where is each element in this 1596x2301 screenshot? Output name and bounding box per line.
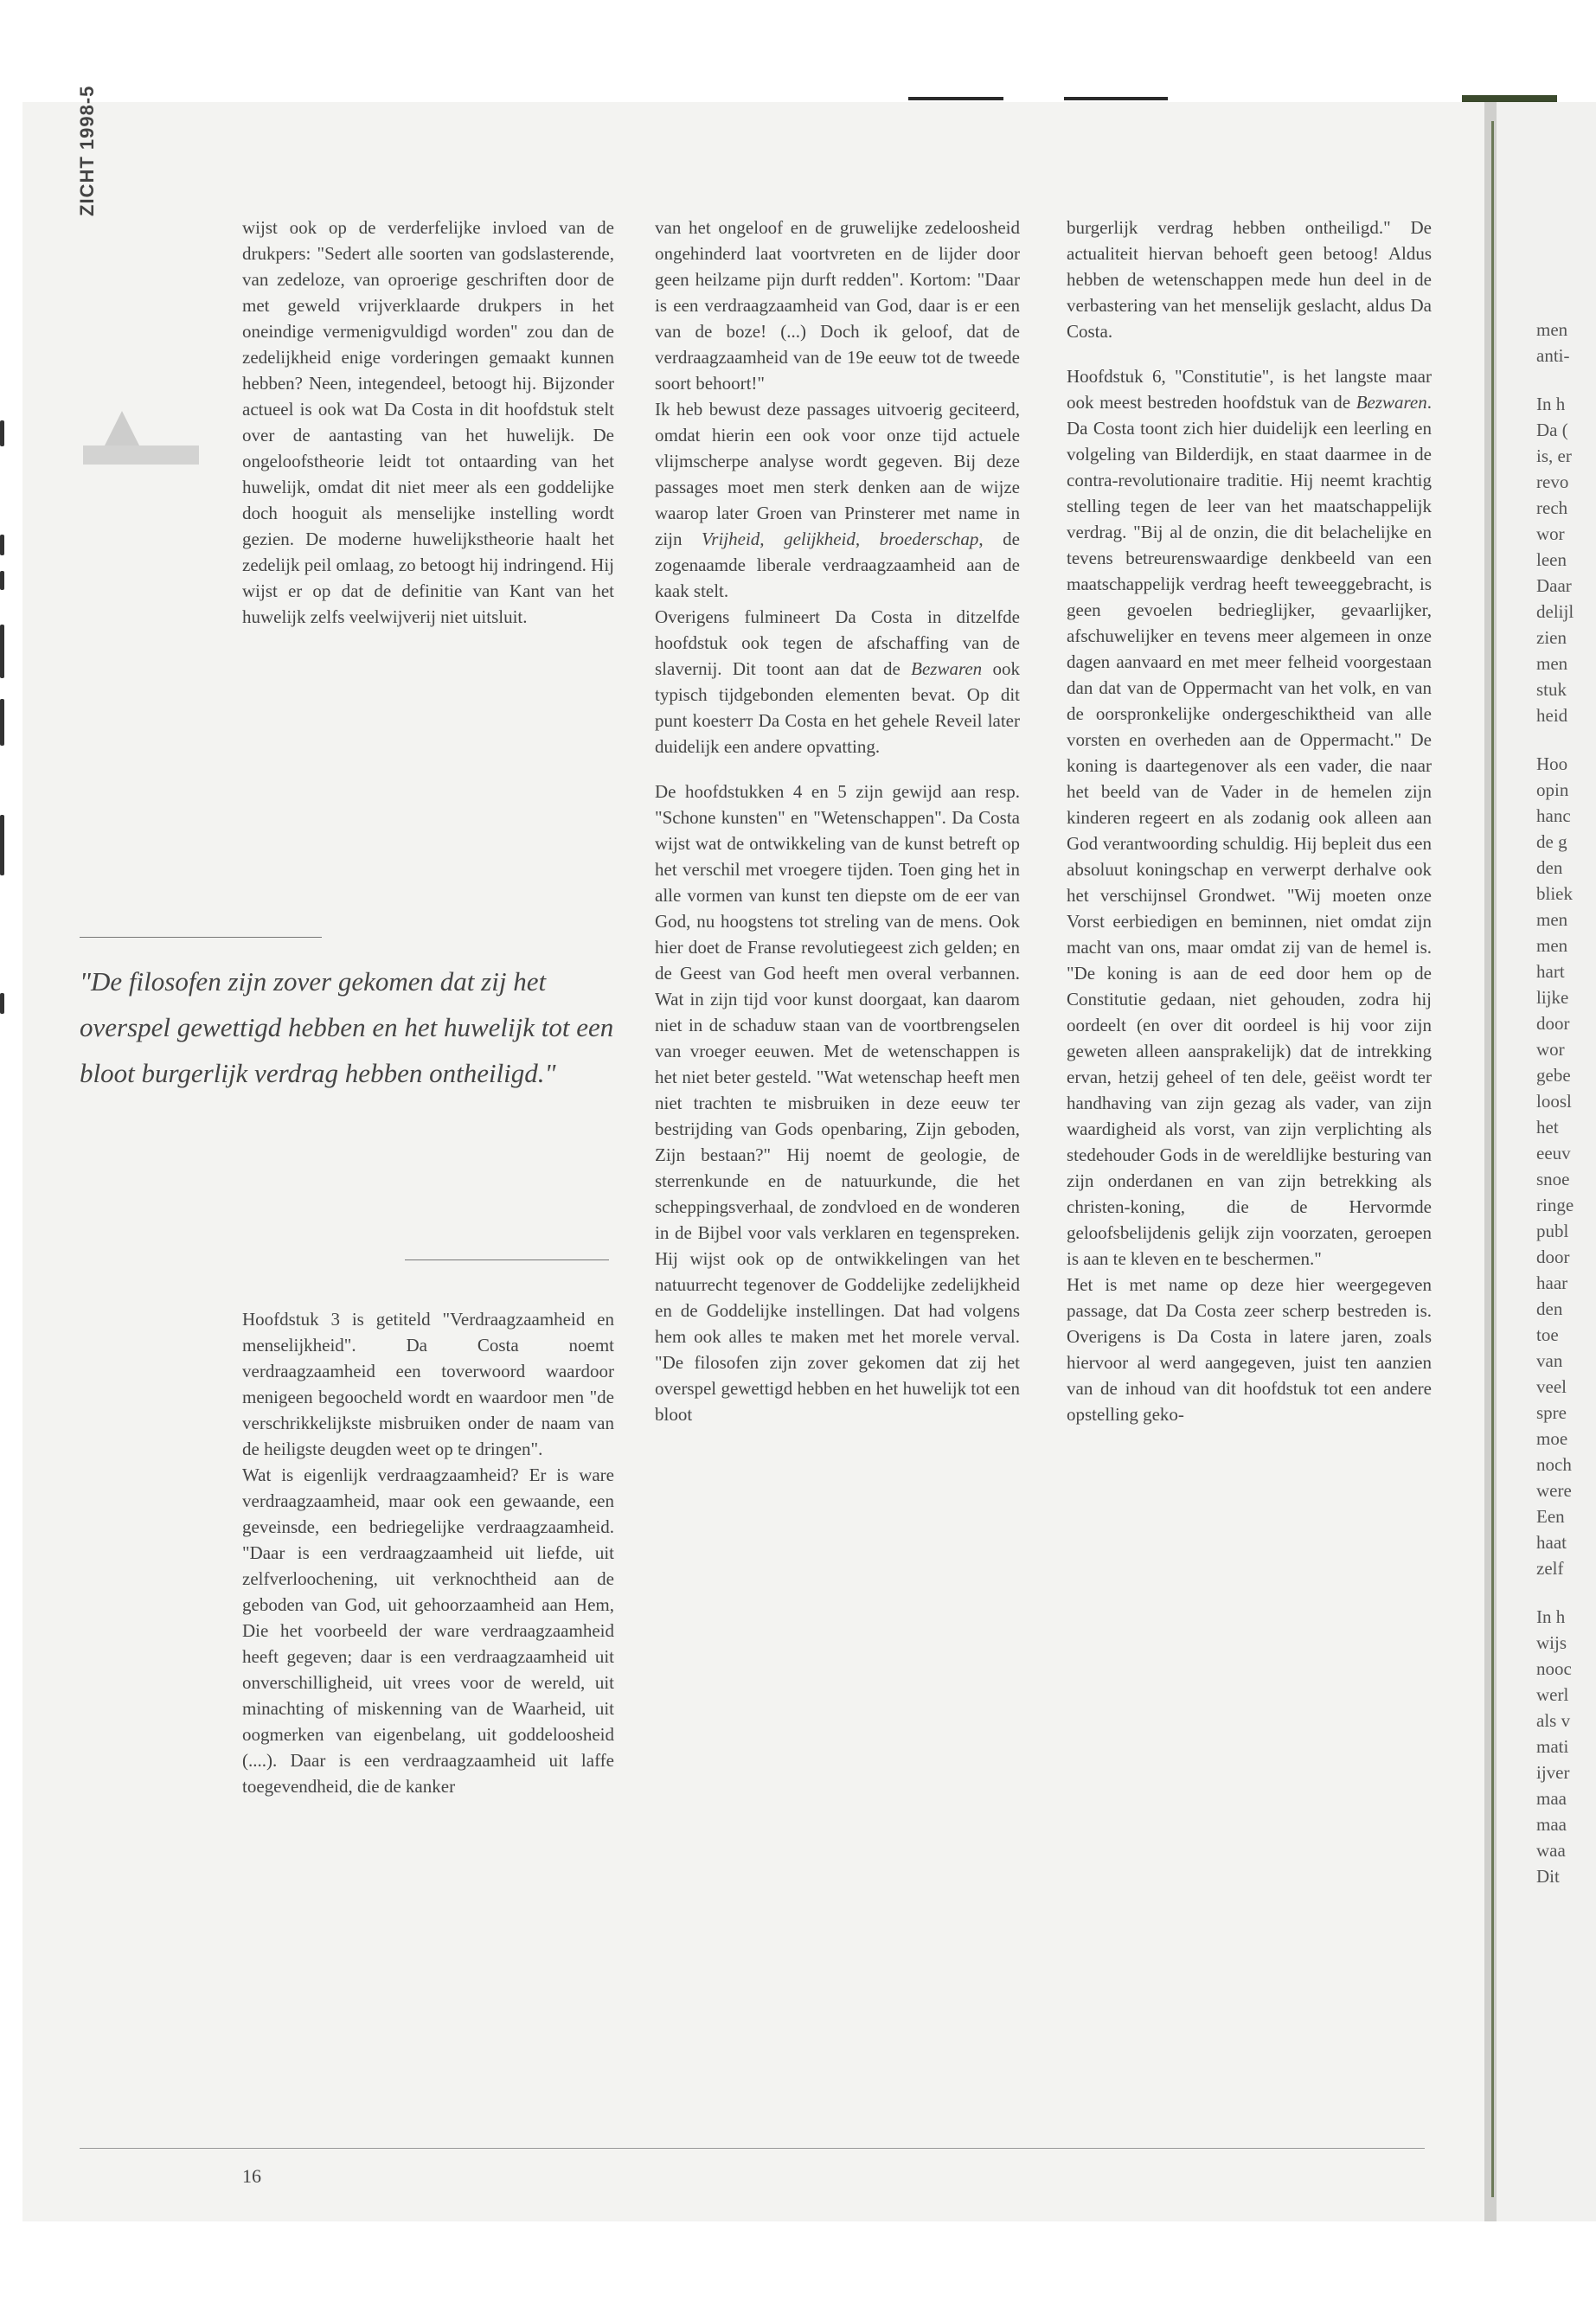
facing-page-fragment: Een [1536,1506,1565,1527]
facing-page-fragment: spre [1536,1402,1567,1423]
facing-page-fragment: zelf [1536,1558,1564,1579]
pull-quote: "De filosofen zijn zover gekomen dat zij het overspel gewettigd hebben en het huwelijk tot een bloot burgerlijk verdrag hebben ontheiligd." [80,966,614,1088]
facing-page-fragment: door [1536,1247,1570,1267]
page-number: 16 [242,2165,261,2187]
facing-page-fragment: eeuv [1536,1143,1571,1163]
facing-page-fragment: wor [1536,523,1565,544]
facing-page-fragment: is, er [1536,445,1572,466]
column-1-lower [242,1306,614,1799]
top-edge-marks [908,93,1566,106]
facing-page-fragment: hanc [1536,805,1571,826]
facing-page-fragment: anti- [1536,345,1570,366]
column-3 [1067,215,1432,1427]
facing-page-fragment: als v [1536,1710,1571,1731]
facing-page-fragment: stuk [1536,679,1567,700]
margin-mark [0,699,4,746]
facing-page-fragment: men [1536,319,1568,340]
paragraph: Hoofdstuk 3 is getiteld "Verdraagzaamheid en menselijkheid". Da Costa noemt verdraagzaamheid een toverwoord waardoor menigeen begoocheld wordt en waardoor men "de verschrikkelijkste misbruiken onder de naam van de heiligste deugden weet op te dringen". [242,1309,614,1459]
facing-page-fragment: were [1536,1480,1572,1501]
paragraph: Wat is eigenlijk verdraagzaamheid? Er is ware verdraagzaamheid, maar ook een gewaande, een geveinsde, een bedriegelijke verdraagzaamheid. "Daar is een verdraagzaamheid uit liefde, uit zelfverloochening, uit verknochtheid aan de geboden van God, uit gehoorzaamheid aan Hem, Die het voorbeeld der ware verdraagzaamheid heeft gegeven; daar is een verdraagzaamheid uit onverschilligheid, uit vrees voor de wereld, uit minachting of miskenning van de Waarheid, uit oogmerken van eigenbelang, uit goddeloosheid (....). Daar is een verdraagzaamheid uit laffe toegevendheid, die de kanker [242,1465,614,1797]
facing-page-fragment: nooc [1536,1658,1572,1679]
facing-page-fragment: toe [1536,1324,1559,1345]
column-1 [242,215,614,630]
facing-page-fragment: Hoo [1536,753,1568,774]
facing-page-fragment: hart [1536,961,1565,982]
facing-page-fragment [1536,728,1596,751]
facing-page-fragment: werl [1536,1684,1569,1705]
margin-mark [0,625,4,678]
paragraph: wijst ook op de verderfelijke invloed van de drukpers: "Sedert alle soorten van godslasterende, van zedeloze, van oproerige geschriften door de met geweld vrijverklaarde drukpers in het oneindige vermenigvuldigd worden" zou dan de zedelijkheid enige vorderingen gemaakt kunnen hebben? Neen, integendeel, betoogt hij. Bijzonder actueel is ook wat Da Costa in dit hoofdstuk stelt over de aantasting van het huwelijk. De ongeloofstheorie leidt tot ontaarding van het huwelijk, omdat dit niet meer als een goddelijke doch hooguit als menselijke instelling wordt gezien. De moderne huwelijkstheorie haalt het zedelijk peil omlaag, zo betoogt hij indringend. Hij wijst er op dat de definitie van Kant van het huwelijk zelfs veelwijverij niet uitsluit. [242,217,614,627]
facing-page-fragment [1536,1581,1596,1604]
quote-rule-top [80,937,322,938]
facing-page-fragment: ringe [1536,1195,1574,1215]
book-title: Bezwaren [911,658,983,679]
facing-page-fragment: wor [1536,1039,1565,1060]
facing-page-fragment: den [1536,857,1563,878]
facing-page-fragment: veel [1536,1376,1567,1397]
facing-page-fragment: bliek [1536,883,1573,904]
facing-page-fragment: gebe [1536,1065,1571,1086]
book-binding [1484,102,1497,2221]
journal-logo [83,394,199,471]
facing-page-fragment: men [1536,909,1568,930]
book-title: Vrijheid, gelijkheid, broederschap [702,529,979,549]
margin-mark [0,420,4,446]
facing-page-fragment: In h [1536,1606,1566,1627]
facing-page-fragment [1536,369,1596,391]
paragraph: Het is met name op deze hier weergegeven passage, dat Da Costa zeer scherp bestreden is. Overigens is Da Costa in latere jaren, zoals hiervoor al werd aangegeven, juist ten aanzien van de inhoud van dit hoofdstuk tot een andere opstelling geko- [1067,1274,1432,1425]
facing-page-fragment: snoe [1536,1169,1570,1189]
footer-rule [80,2148,1425,2149]
book-title: Bezwaren [1356,392,1427,413]
facing-page-fragment: delijl [1536,601,1574,622]
facing-page-fragment: maa [1536,1788,1567,1809]
facing-page-fragment: rech [1536,497,1568,518]
margin-mark [0,993,4,1014]
facing-page-fragment: lijke [1536,987,1569,1008]
facing-page-fragment: Da ( [1536,420,1568,440]
facing-page-text [1536,317,1596,1889]
quote-rule-bottom [405,1259,609,1260]
facing-page-fragment: haat [1536,1532,1567,1553]
facing-page-fragment: van [1536,1350,1563,1371]
paragraph: burgerlijk verdrag hebben ontheiligd." De actualiteit hiervan behoeft geen betoog! Aldus hebben de wetenschappen mede hun deel in de verbastering van het menselijk geslacht, aldus Da Costa. [1067,217,1432,342]
journal-header: ZICHT 1998-5 [76,85,98,216]
facing-page-fragment: de g [1536,831,1567,852]
facing-page-fragment: noch [1536,1454,1572,1475]
paragraph: De hoofdstukken 4 en 5 zijn gewijd aan resp. "Schone kunsten" en "Wetenschappen". Da Costa wijst wat de ontwikkeling van de kunst betreft op het verschil met vroegere tijden. Toen ging het in alle vormen van kunst ten diepste om de eer van God, nu hoogstens tot streling van de mens. Ook hier doet de Franse revolutiegeest zich gelden; en de Geest van God heeft men overal verbannen. Wat in zijn tijd voor kunst doorgaat, kan daarom niet in de schaduw staan van de voortbrengselen van vroeger eeuwen. Met de wetenschappen is het niet beter gesteld. "Wat wetenschap heeft men niet trachten te misbruiken in deze eeuw ter bestrijding van Gods openbaring, Zijn geboden, Zijn bestaan?" Hij noemt de geologie, de sterrenkunde en de natuurkunde, die het scheppingsverhaal, de zondvloed en de wonderen in de Bijbel voor vals verklaren en tegenspreken. Hij wijst ook op de ontwikkelingen van het natuurrecht tegenover de Goddelijke zedelijkheid en de Goddelijke instellingen. Dat had volgens hem ook alles te maken met het morele verval. "De filosofen zijn zover gekomen dat zij het overspel gewettigd hebben en het huwelijk tot een bloot [655,781,1020,1425]
facing-page-fragment: Daar [1536,575,1572,596]
facing-page-fragment: opin [1536,779,1569,800]
margin-mark [0,815,4,875]
facing-page-fragment: den [1536,1298,1563,1319]
facing-page-fragment: waa [1536,1840,1566,1861]
facing-page-fragment: ijver [1536,1762,1570,1783]
paragraph: Ik heb bewust deze passages uitvoerig geciteerd, omdat hierin een ook voor onze tijd actuele vlijmscherpe analyse wordt gegeven. Bij deze passages moet men sterk denken aan de wijze waarop later Groen van Prinsterer met name in zijn Vrijheid, gelijkheid, broederschap, de zogenaamde liberale verdraagzaamheid aan de kaak stelt. [655,399,1020,601]
facing-page-fragment: door [1536,1013,1570,1034]
paragraph: Overigens fulmineert Da Costa in ditzelfde hoofdstuk ook tegen de afschaffing van de slavernij. Dit toont aan dat de Bezwaren ook typisch tijdgebonden elementen bevat. Op dit punt koesterт Da Costa en het gehele Reveil later duidelijk een andere opvatting. [655,606,1020,757]
facing-page-fragment: leen [1536,549,1567,570]
facing-page-fragment: men [1536,653,1568,674]
facing-page-fragment: In h [1536,394,1566,414]
facing-page-fragment: mati [1536,1736,1569,1757]
margin-mark [0,535,4,555]
facing-page-fragment: men [1536,935,1568,956]
facing-page-fragment: loosl [1536,1091,1572,1112]
facing-page-fragment: publ [1536,1221,1569,1241]
facing-page-fragment: wijs [1536,1632,1567,1653]
facing-page-fragment: heid [1536,705,1568,726]
facing-page-fragment: revo [1536,471,1569,492]
spine-line [1491,121,1494,2197]
facing-page-fragment: haar [1536,1272,1568,1293]
facing-page-fragment: Dit [1536,1866,1560,1887]
facing-page-fragment: moe [1536,1428,1568,1449]
facing-page [1497,102,1596,2221]
paragraph: Hoofdstuk 6, "Constitutie", is het langste maar ook meest bestreden hoofdstuk van de Bezwaren. Da Costa toont zich hier duidelijk een leerling en volgeling van Bilderdijk, en staat daarmee in de contra-revolutionaire traditie. Hij neemt krachtig stelling tegen de leer van het maatschappelijk verdrag. "Bij al de onzin, die dit belachelijke en tevens betreurenswaardige denkbeeld van een maatschappelijk verdrag heeft teweeggebracht, is geen gevoelen bedrieglijker, gevaarlijker, afschuwelijker en tevens meer algemeen in onze dagen aanvaard en met meer felheid voorgestaan dan dat van de Oppermacht van het volk, en van de oorspronkelijke ondergeschiktheid van alle vorsten en overheden aan de Oppermacht." De koning is daartegenover als een vader, die naar het beeld van de Vader in de hemelen zijn kinderen regeert en als zodanig ook alleen aan God verantwoording schuldig. Hij bepleit dus een absoluut koningschap en verwerpt derhalve ook het verschijnsel Grondwet. "Wij moeten onze Vorst eerbiedigen en beminnen, niet omdat zijn macht van ons, maar omdat zij van de hemel is. "De koning is aan de eed door hem op de Constitutie gedaan, niet gehouden, zodra hij oordeelt (en over dit oordeel is hij voor zijn geweten alleen aansprakelijk) dat de intrekking ervan, hetzij geheel of ten dele, geëist wordt ter handhaving van zijn gezag als vader, van zijn waardigheid als vorst, van zijn verplichting als stedehouder Gods in de wereldlijke besturing van zijn onderdanen en van zijn betrekking als christen-koning, die de Hervormde geloofsbelijdenis gelijk zijn voorzaten, geroepen is aan te kleven en te beschermen." [1067,366,1432,1269]
paragraph: van het ongeloof en de gruwelijke zedeloosheid ongehinderd laat voortvreten en de lijder door geen heilzame pijn durft redden". Kortom: "Daar is een verdraagzaamheid van God, daar is er een van de boze! (...) Doch ik geloof, dat de verdraagzaamheid van de 19e eeuw tot de tweede soort behoort!" [655,217,1020,394]
facing-page-fragment: zien [1536,627,1567,648]
column-2 [655,215,1020,1427]
facing-page-fragment: maa [1536,1814,1567,1835]
margin-mark [0,571,4,590]
facing-page-fragment: het [1536,1117,1559,1138]
